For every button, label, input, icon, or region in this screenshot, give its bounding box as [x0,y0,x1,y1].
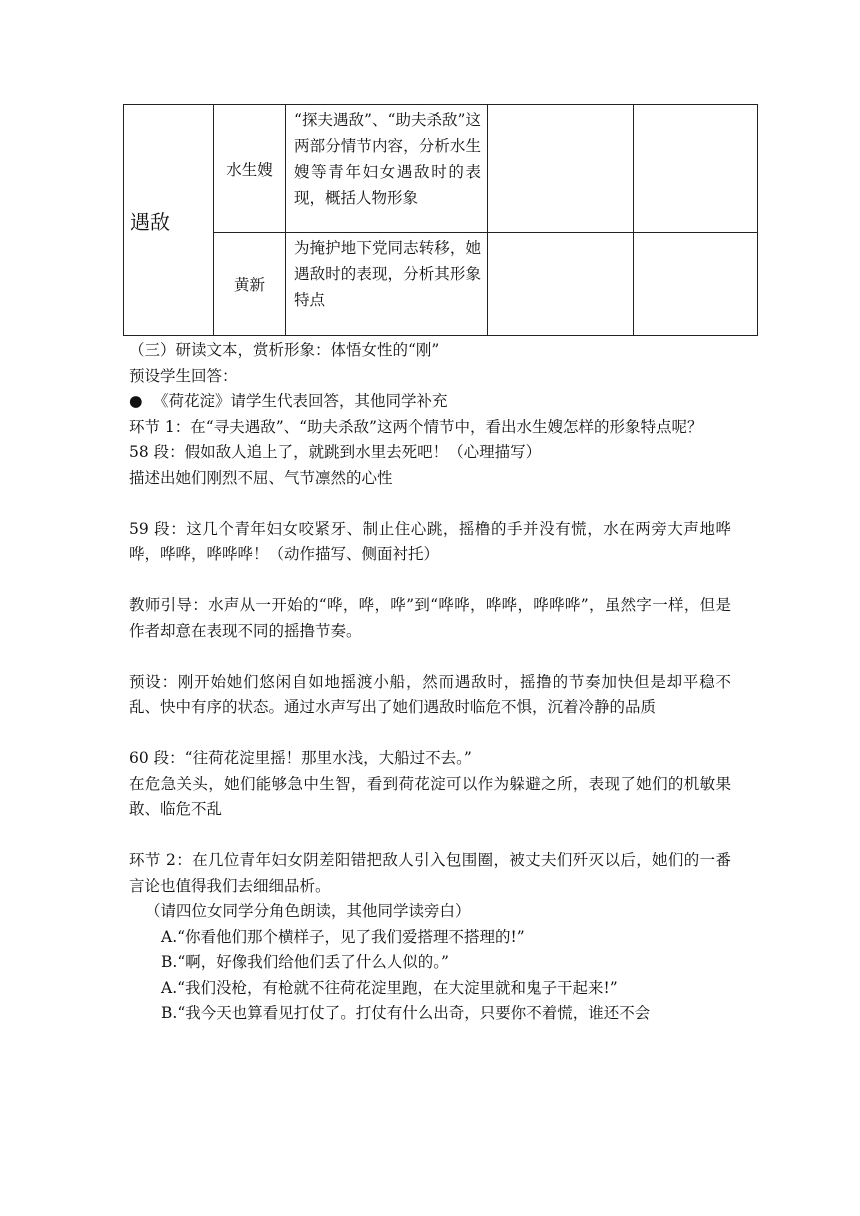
blank-cell [634,233,758,336]
dialogue-line: B.“啊，好像我们给他们丢了什么人似的。” [161,953,449,971]
dialogue-line: B.“我今天也算看见打仗了。打仗有什么出奇，只要你不着慌，谁还不会 [161,1004,651,1022]
lesson-table [123,104,757,336]
bullet-icon: ● [129,392,143,410]
link2-paragraph: 环节 2：在几位青年妇女阴差阳错把敌人引入包围圈，被丈夫们歼灭以后，她们的一番言论也值得我们去细细品析。 [129,851,731,895]
blank-cell [488,105,634,233]
analysis-table [123,104,758,336]
description-cell: 为掩护地下党同志转移，她遇敌时的表现，分析其形象特点 [286,233,488,336]
preset-answer: 预设：刚开始她们悠闲自如地摇渡小船，然而遇敌时，摇撸的节奏加快但是却平稳不乱、快中有序的状态。通过水声写出了她们遇敌时临危不惧，沉着冷静的品质 [129,672,731,716]
dialogue-line: A.“你看他们那个横样子，见了我们爱搭理不搭理的!” [161,927,525,946]
bullet-text: 《荷花淀》请学生代表回答，其他同学补充 [153,392,448,410]
p60-description: 在危急关头，她们能够急中生智，看到荷花淀可以作为躲避之所，表现了她们的机敏果敢、临危不乱 [129,774,731,818]
description-cell: “探夫遇敌”、“助夫杀敌”这两部分情节内容，分析水生嫂等青年妇女遇敌时的表现，概括人物形象 [286,105,488,233]
blank-cell [634,105,758,233]
bullet-item [129,389,731,415]
category-cell: 遇敌 [124,105,214,336]
table-row [124,233,758,336]
preset-label: 预设学生回答： [129,366,238,385]
p58-paragraph: 58 段：假如敌人追上了，就跳到水里去死吧！（心理描写） [129,443,542,461]
p59-paragraph: 59 段：这几个青年妇女咬紧牙、制止住心跳，摇橹的手并没有慌，水在两旁大声地哗哗，哗哗，哗哗哗！（动作描写、侧面衬托） [129,519,731,563]
reading-note: （请四位女同学分角色朗读，其他同学读旁白） [145,902,471,920]
blank-cell [488,233,634,336]
teacher-guidance: 教师引导：水声从一开始的“哗，哗，哗”到“哗哗，哗哗，哗哗哗”，虽然字一样，但是作者却意在表现不同的摇撸节奏。 [129,596,731,640]
link1-paragraph: 环节 1：在“寻夫遇敌”、“助夫杀敌”这两个情节中，看出水生嫂怎样的形象特点呢？ [129,417,703,436]
role-cell: 黄新 [214,233,286,336]
p58-description: 描述出她们刚烈不屈、气节凛然的心性 [129,468,393,487]
role-cell: 水生嫂 [214,105,286,233]
p60-paragraph: 60 段：“往荷花淀里摇！那里水浅，大船过不去。” [129,749,472,767]
table-row [124,105,758,233]
section-title: （三）研读文本，赏析形象：体悟女性的“刚” [129,341,440,359]
body-text [129,338,731,1027]
dialogue-line: A.“我们没枪，有枪就不往荷花淀里跑，在大淀里就和鬼子干起来!” [161,978,618,997]
